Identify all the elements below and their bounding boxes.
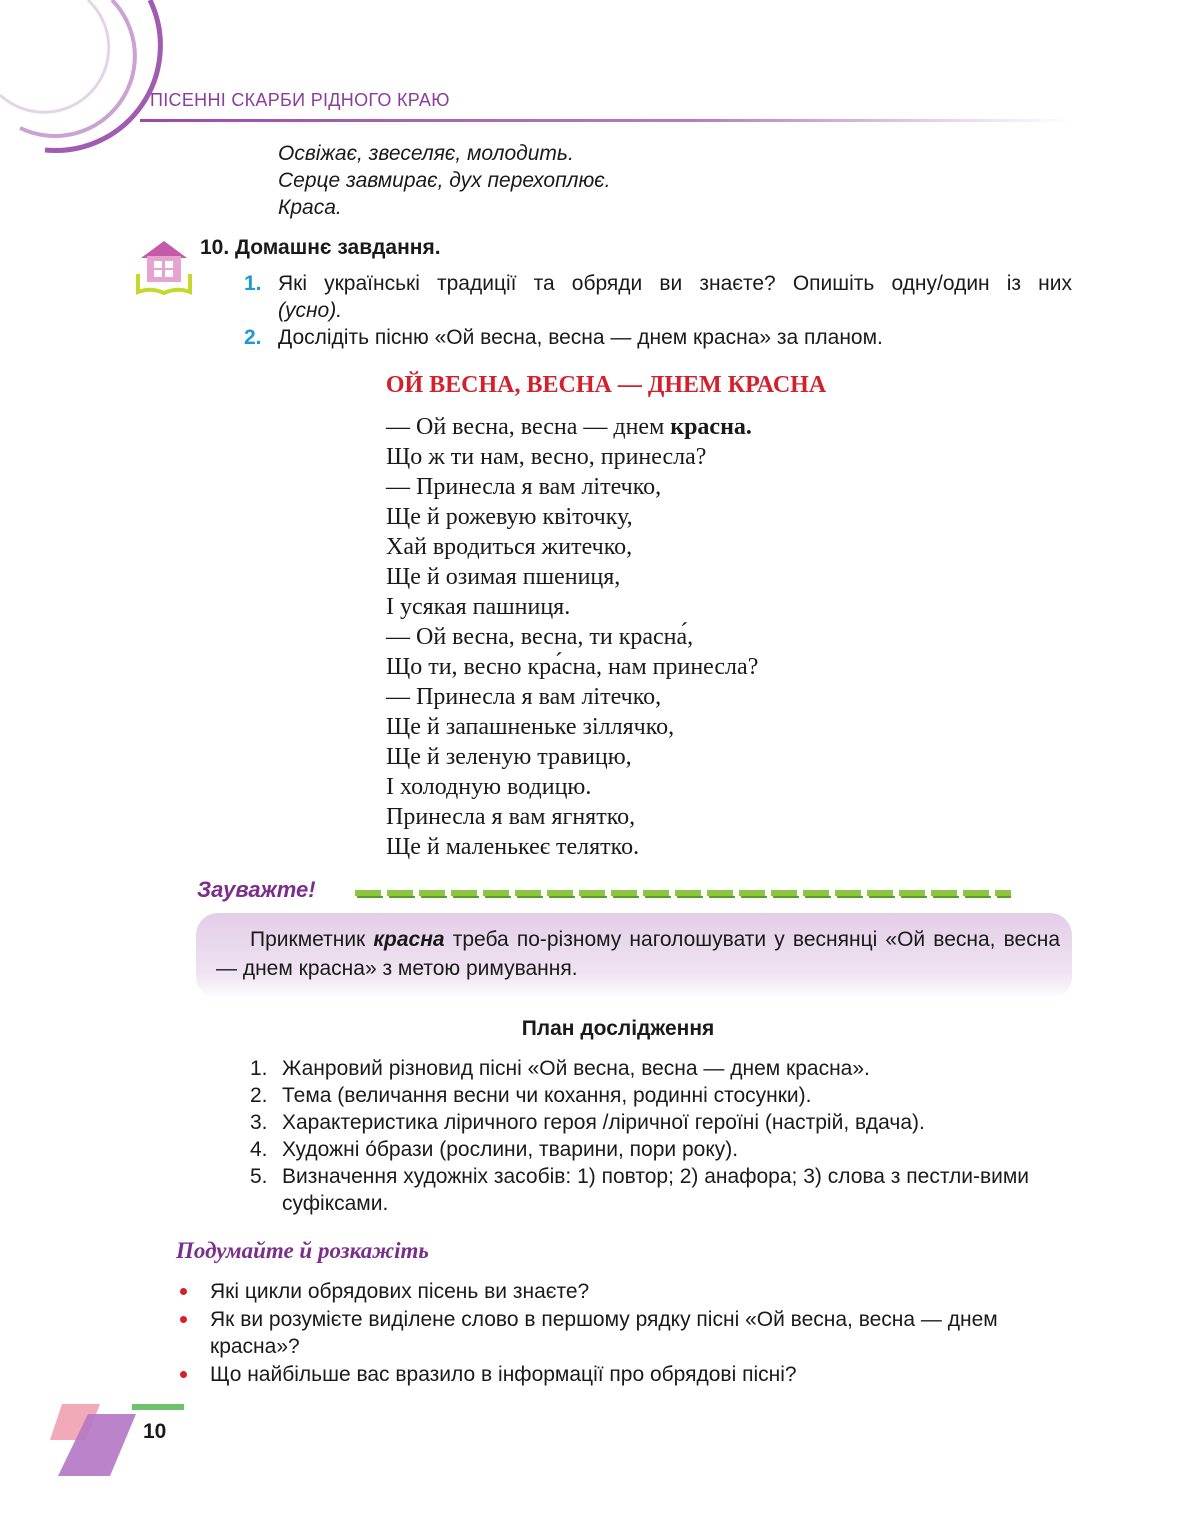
poem-line — [386, 412, 758, 442]
poem-title: ОЙ ВЕСНА, ВЕСНА — ДНЕМ КРАСНА — [385, 372, 827, 398]
plan-item — [250, 1082, 1080, 1109]
highlighted-word: красна. — [670, 414, 752, 440]
poem-line: Принесла я вам ягнятко, — [386, 804, 636, 830]
task-text: Які українські традиції та обряди ви знаєте? Опишіть одну/один із них — [278, 272, 1072, 295]
page-corner-decoration — [50, 1400, 190, 1480]
poem-line: Ще й озимая пшениця, — [386, 564, 621, 590]
note-text-part: треба по-різному наголошувати у веснянці «Ой весна, весна — днем красна» з метою римування. — [216, 928, 1061, 980]
intro-line: Серце завмирає, дух перехоплює. — [278, 169, 611, 192]
plan-item-text: Художні о́брази (рослини, тварини, пори року). — [282, 1138, 739, 1161]
poem-line: Хай вродиться житечко, — [386, 534, 633, 560]
plan-item — [250, 1055, 1080, 1082]
section-title: ПІСЕННІ СКАРБИ РІДНОГО КРАЮ — [150, 90, 450, 110]
home-book-icon — [135, 238, 193, 296]
note-text — [216, 925, 1060, 983]
plan-item-number: 1. — [250, 1057, 268, 1080]
question-text: Що найбільше вас вразило в інформації про обрядові пісні? — [210, 1363, 797, 1386]
poem-line: — Принесла я вам літечко, — [386, 684, 662, 710]
poem-line: — Принесла я вам літечко, — [386, 474, 662, 500]
question-item — [178, 1306, 1068, 1360]
task-text: Дослідіть пісню «Ой весна, весна — днем красна» за планом. — [278, 326, 883, 349]
plan-item-number: 5. — [250, 1165, 268, 1188]
plan-item — [250, 1109, 1080, 1136]
intro-line: Краса. — [278, 196, 342, 219]
page-number: 10 — [143, 1420, 167, 1443]
poem-line: Ще й запашненьке зіллячко, — [386, 714, 675, 740]
homework-title: 10. Домашнє завдання. — [200, 236, 441, 259]
task-number: 2. — [244, 326, 262, 349]
plan-item-number: 2. — [250, 1084, 268, 1107]
poem-line-text: — Ой весна, весна — днем — [386, 414, 671, 440]
header-circle-decoration — [0, 0, 200, 170]
plan-list — [250, 1055, 1080, 1217]
question-item — [178, 1278, 1068, 1305]
intro-line: Освіжає, звеселяє, молодить. — [278, 142, 574, 165]
homework-task-1 — [244, 270, 1072, 324]
task-text-cont: (усно). — [278, 299, 343, 322]
poem-line: Ще й зеленую травицю, — [386, 744, 632, 770]
question-text: Як ви розумієте виділене слово в першому рядку пісні «Ой весна, весна — днем красна»? — [210, 1308, 998, 1358]
question-item — [178, 1361, 1068, 1388]
task-number: 1. — [244, 272, 262, 295]
bullet-icon — [180, 1288, 187, 1295]
poem-text — [386, 412, 758, 862]
header-divider — [140, 119, 1070, 122]
bullet-icon — [180, 1316, 187, 1323]
poem-line: І усякая пашниця. — [386, 594, 571, 620]
plan-item — [250, 1136, 1080, 1163]
note-keyword: красна — [373, 928, 445, 951]
think-title: Подумайте й розкажіть — [176, 1238, 429, 1263]
plan-item-text: Тема (величання весни чи кохання, родинні стосунки). — [282, 1084, 812, 1107]
poem-line: Що ти, весно кра́сна, нам принесла? — [386, 654, 759, 680]
homework-task-2 — [244, 324, 1072, 351]
question-list — [178, 1278, 1068, 1389]
note-text-part: Прикметник — [250, 928, 374, 951]
plan-item-number: 3. — [250, 1111, 268, 1134]
plan-item — [250, 1163, 1062, 1217]
poem-line: Ще й рожевую квіточку, — [386, 504, 633, 530]
question-text: Які цикли обрядових пісень ви знаєте? — [210, 1280, 590, 1303]
plan-item-text: Визначення художніх засобів: 1) повтор; 2) анафора; 3) слова з пестли-вими суфіксами. — [282, 1165, 1030, 1215]
plan-title: План дослідження — [521, 1017, 715, 1040]
plan-item-number: 4. — [250, 1138, 268, 1161]
poem-line: Ще й маленькеє телятко. — [386, 834, 640, 860]
poem-line: — Ой весна, весна, ти красна́, — [386, 624, 694, 650]
dashed-divider — [355, 887, 1015, 901]
plan-item-text: Жанровий різновид пісні «Ой весна, весна — днем красна». — [282, 1057, 870, 1080]
note-label: Зауважте! — [197, 877, 316, 902]
poem-line: Що ж ти нам, весно, принесла? — [386, 444, 707, 470]
intro-quote — [278, 140, 611, 221]
bullet-icon — [180, 1371, 187, 1378]
plan-item-text: Характеристика ліричного героя /ліричної героїні (настрій, вдача). — [282, 1111, 925, 1134]
poem-line: І холодную водицю. — [386, 774, 592, 800]
